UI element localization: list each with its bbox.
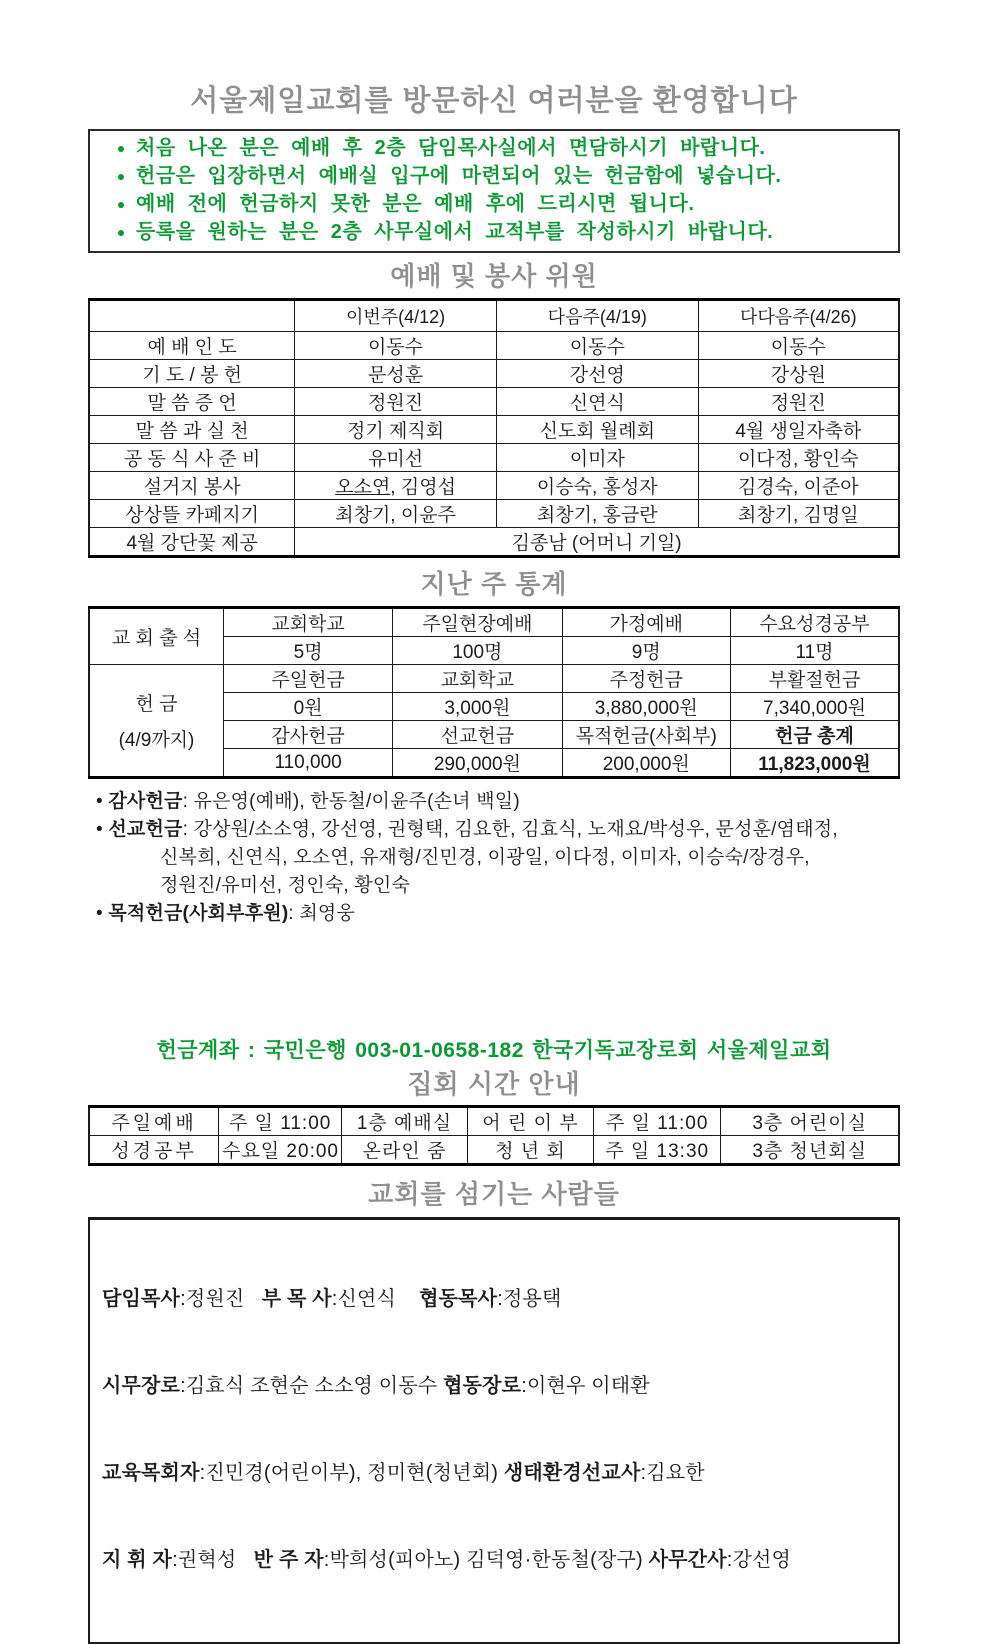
- table-cell: 온라인 줌: [342, 1136, 468, 1165]
- table-row: [89, 472, 899, 500]
- text-segment: 협동목사: [419, 1288, 498, 1310]
- table-cell: 주 일 13:30: [594, 1136, 721, 1165]
- welcome-item: • 예배 전에 헌금하지 못한 분은 예배 후에 드리시면 됩니다.: [136, 190, 892, 218]
- table-cell: 헌 금 (4/9까지): [89, 665, 223, 778]
- table-cell: 9명: [562, 637, 730, 665]
- table-cell: 1층 예배실: [342, 1107, 468, 1136]
- table-cell: 최창기, 김명일: [698, 500, 899, 528]
- table-cell: 유미선: [295, 444, 497, 472]
- table-cell: 공 동 식 사 준 비: [89, 444, 295, 472]
- table-cell: 부활절헌금: [730, 665, 899, 693]
- stats-table-body: [89, 608, 899, 778]
- table-cell: 정원진: [295, 388, 497, 416]
- table-row: [89, 665, 899, 693]
- table-row: [89, 300, 899, 332]
- table-cell: 3,880,000원: [562, 693, 730, 721]
- table-cell: 주일예배: [89, 1107, 219, 1136]
- table-cell: 110,000: [223, 749, 392, 778]
- welcome-item: • 헌금은 입장하면서 예배실 입구에 마련되어 있는 헌금함에 넣습니다.: [136, 162, 892, 190]
- table-cell: 4월 생일자축하: [698, 416, 899, 444]
- table-cell: 최창기, 이윤주: [295, 500, 497, 528]
- welcome-item: • 처음 나온 분은 예배 후 2층 담임목사실에서 면담하시기 바랍니다.: [136, 134, 892, 162]
- text-segment: :강선영: [726, 1549, 792, 1571]
- table-cell: 선교헌금: [393, 721, 562, 749]
- welcome-item: • 등록을 원하는 분은 2층 사무실에서 교적부를 작성하시기 바랍니다.: [136, 218, 892, 246]
- note-mission-offering-cont: [88, 844, 900, 872]
- last-week-stats-table: [88, 606, 900, 779]
- table-cell: 290,000원: [393, 749, 562, 778]
- table-cell: 다다음주(4/26): [698, 300, 899, 332]
- table-cell: 신연식: [496, 388, 698, 416]
- section-heading-stats: 지난 주 통계: [420, 569, 568, 599]
- table-cell: 가정예배: [562, 608, 730, 637]
- table-cell: 수요일 20:00: [219, 1136, 342, 1165]
- table-cell: 강선영: [496, 360, 698, 388]
- page-title: 서울제일교회를 방문하신 여러분을 환영합니다: [190, 85, 798, 117]
- table-cell: 정원진: [698, 388, 899, 416]
- text-segment: : 최영웅: [288, 903, 356, 924]
- table-cell: 이번주(4/12): [295, 300, 497, 332]
- table-row: [89, 1136, 899, 1165]
- table-cell: 5명: [223, 637, 392, 665]
- staff-line-education: [102, 1459, 890, 1488]
- bank-account-line: 헌금계좌 : 국민은행 003-01-0658-182 한국기독교장로회 서울제일교회: [156, 1039, 832, 1062]
- table-cell: 주일현장예배: [393, 608, 562, 637]
- table-cell: 이승숙, 홍성자: [496, 472, 698, 500]
- welcome-list: [114, 134, 892, 246]
- text-segment: 시무장로: [102, 1375, 181, 1397]
- table-row: [89, 528, 899, 557]
- text-segment: 목적헌금(사회부후원): [108, 903, 289, 924]
- meeting-schedule-table: [88, 1105, 900, 1166]
- table-cell: 이다정, 황인숙: [698, 444, 899, 472]
- table-cell: 주정헌금: [562, 665, 730, 693]
- text-segment: : 유은영(예배), 한동철/이윤주(손녀 백일): [182, 791, 520, 812]
- table-cell: 문성훈: [295, 360, 497, 388]
- table-cell: 김경숙, 이준아: [698, 472, 899, 500]
- note-mission-offering: [88, 816, 900, 844]
- section-heading-schedule: 집회 시간 안내: [407, 1069, 581, 1099]
- staff-line-music: [102, 1546, 890, 1575]
- note-mission-offering-cont: [88, 872, 900, 900]
- text-segment: 협동장로: [443, 1375, 522, 1397]
- table-cell: [295, 472, 497, 500]
- table-row: [89, 416, 899, 444]
- table-cell: 예 배 인 도: [89, 332, 295, 360]
- table-row: [89, 332, 899, 360]
- table-cell: 성경공부: [89, 1136, 219, 1165]
- table-cell: 이미자: [496, 444, 698, 472]
- staff-line-elders: [102, 1372, 890, 1401]
- table-cell: 200,000원: [562, 749, 730, 778]
- table-cell: 0원: [223, 693, 392, 721]
- table-cell: 청 년 회: [467, 1136, 593, 1165]
- table-cell: 김종남 (어머니 기일): [295, 528, 899, 557]
- worship-table-body: [89, 300, 899, 557]
- table-cell: 11명: [730, 637, 899, 665]
- table-cell: 4월 강단꽃 제공: [89, 528, 295, 557]
- text-segment: 반 주 자: [253, 1549, 324, 1571]
- table-row: [89, 388, 899, 416]
- table-cell: 11,823,000원: [730, 749, 899, 778]
- table-cell: 최창기, 홍금란: [496, 500, 698, 528]
- table-cell: 3층 어린이실: [721, 1107, 899, 1136]
- table-cell: 어 린 이 부: [467, 1107, 593, 1136]
- table-cell: 정기 제직회: [295, 416, 497, 444]
- text-segment: :김효식 조현순 소소영 이동수: [180, 1375, 444, 1397]
- offering-notes: [88, 788, 900, 928]
- table-cell: 말 씀 과 실 천: [89, 416, 295, 444]
- text-segment: :정용택: [497, 1288, 562, 1310]
- text-segment: 오소연: [335, 477, 391, 498]
- table-row: [89, 1107, 899, 1136]
- table-cell: 기 도 / 봉 헌: [89, 360, 295, 388]
- table-row: [89, 608, 899, 637]
- note-purpose-offering: [88, 900, 900, 928]
- note-thanks-offering: [88, 788, 900, 816]
- table-cell: 이동수: [698, 332, 899, 360]
- table-cell: 다음주(4/19): [496, 300, 698, 332]
- content-column: [88, 84, 900, 1644]
- table-cell: 교회학교: [223, 608, 392, 637]
- schedule-table-body: [89, 1107, 899, 1165]
- text-segment: 감사헌금: [108, 791, 183, 812]
- text-segment: 담임목사: [102, 1288, 181, 1310]
- table-cell: 상상뜰 카페지기: [89, 500, 295, 528]
- table-cell: 말 씀 증 언: [89, 388, 295, 416]
- table-cell: 헌금 총계: [730, 721, 899, 749]
- section-heading-worship: 예배 및 봉사 위원: [390, 261, 598, 291]
- text-segment: :신연식: [331, 1288, 420, 1310]
- staff-box: [88, 1217, 900, 1644]
- table-cell: [89, 300, 295, 332]
- table-row: [89, 444, 899, 472]
- text-segment: 지 휘 자: [102, 1549, 173, 1571]
- table-row: [89, 500, 899, 528]
- text-segment: 정원진/유미선, 정인숙, 황인숙: [160, 875, 411, 896]
- text-segment: •: [96, 903, 109, 924]
- text-segment: •: [96, 791, 109, 812]
- text-segment: , 김영섭: [390, 477, 456, 498]
- table-cell: 100명: [393, 637, 562, 665]
- table-cell: 7,340,000원: [730, 693, 899, 721]
- text-segment: :박희성(피아노) 김덕영·한동철(장구): [323, 1549, 649, 1571]
- text-segment: :김요한: [640, 1462, 705, 1484]
- text-segment: 선교헌금: [108, 819, 183, 840]
- text-segment: : 강상원/소소영, 강선영, 권형택, 김요한, 김효식, 노재요/박성우, 문성훈/염태정,: [182, 819, 838, 840]
- table-cell: 강상원: [698, 360, 899, 388]
- table-cell: 이동수: [496, 332, 698, 360]
- table-cell: 3층 청년회실: [721, 1136, 899, 1165]
- worship-committee-table: [88, 298, 900, 558]
- table-cell: 주일헌금: [223, 665, 392, 693]
- table-cell: 설거지 봉사: [89, 472, 295, 500]
- table-cell: 감사헌금: [223, 721, 392, 749]
- table-cell: 주 일 11:00: [219, 1107, 342, 1136]
- text-segment: 교육목회자: [102, 1462, 200, 1484]
- staff-line-pastors: [102, 1285, 890, 1314]
- table-cell: 3,000원: [393, 693, 562, 721]
- table-cell: 신도회 월례회: [496, 416, 698, 444]
- table-cell: 수요성경공부: [730, 608, 899, 637]
- text-segment: :진민경(어린이부), 정미현(청년회): [199, 1462, 504, 1484]
- text-segment: :권혁성: [172, 1549, 254, 1571]
- text-segment: 신복희, 신연식, 오소연, 유재형/진민경, 이광일, 이다정, 이미자, 이승숙/장경우,: [160, 847, 810, 868]
- text-segment: 부 목 사: [261, 1288, 332, 1310]
- section-heading-staff: 교회를 섬기는 사람들: [368, 1179, 620, 1209]
- text-segment: :이현우 이태환: [521, 1375, 650, 1397]
- text-segment: 사무간사: [648, 1549, 727, 1571]
- table-cell: 교회학교: [393, 665, 562, 693]
- text-segment: •: [96, 819, 109, 840]
- table-row: [89, 360, 899, 388]
- text-segment: :정원진: [180, 1288, 262, 1310]
- table-cell: 교 회 출 석: [89, 608, 223, 665]
- table-cell: 목적헌금(사회부): [562, 721, 730, 749]
- table-cell: 주 일 11:00: [594, 1107, 721, 1136]
- text-segment: 생태환경선교사: [503, 1462, 641, 1484]
- table-cell: 이동수: [295, 332, 497, 360]
- welcome-box: [88, 129, 900, 253]
